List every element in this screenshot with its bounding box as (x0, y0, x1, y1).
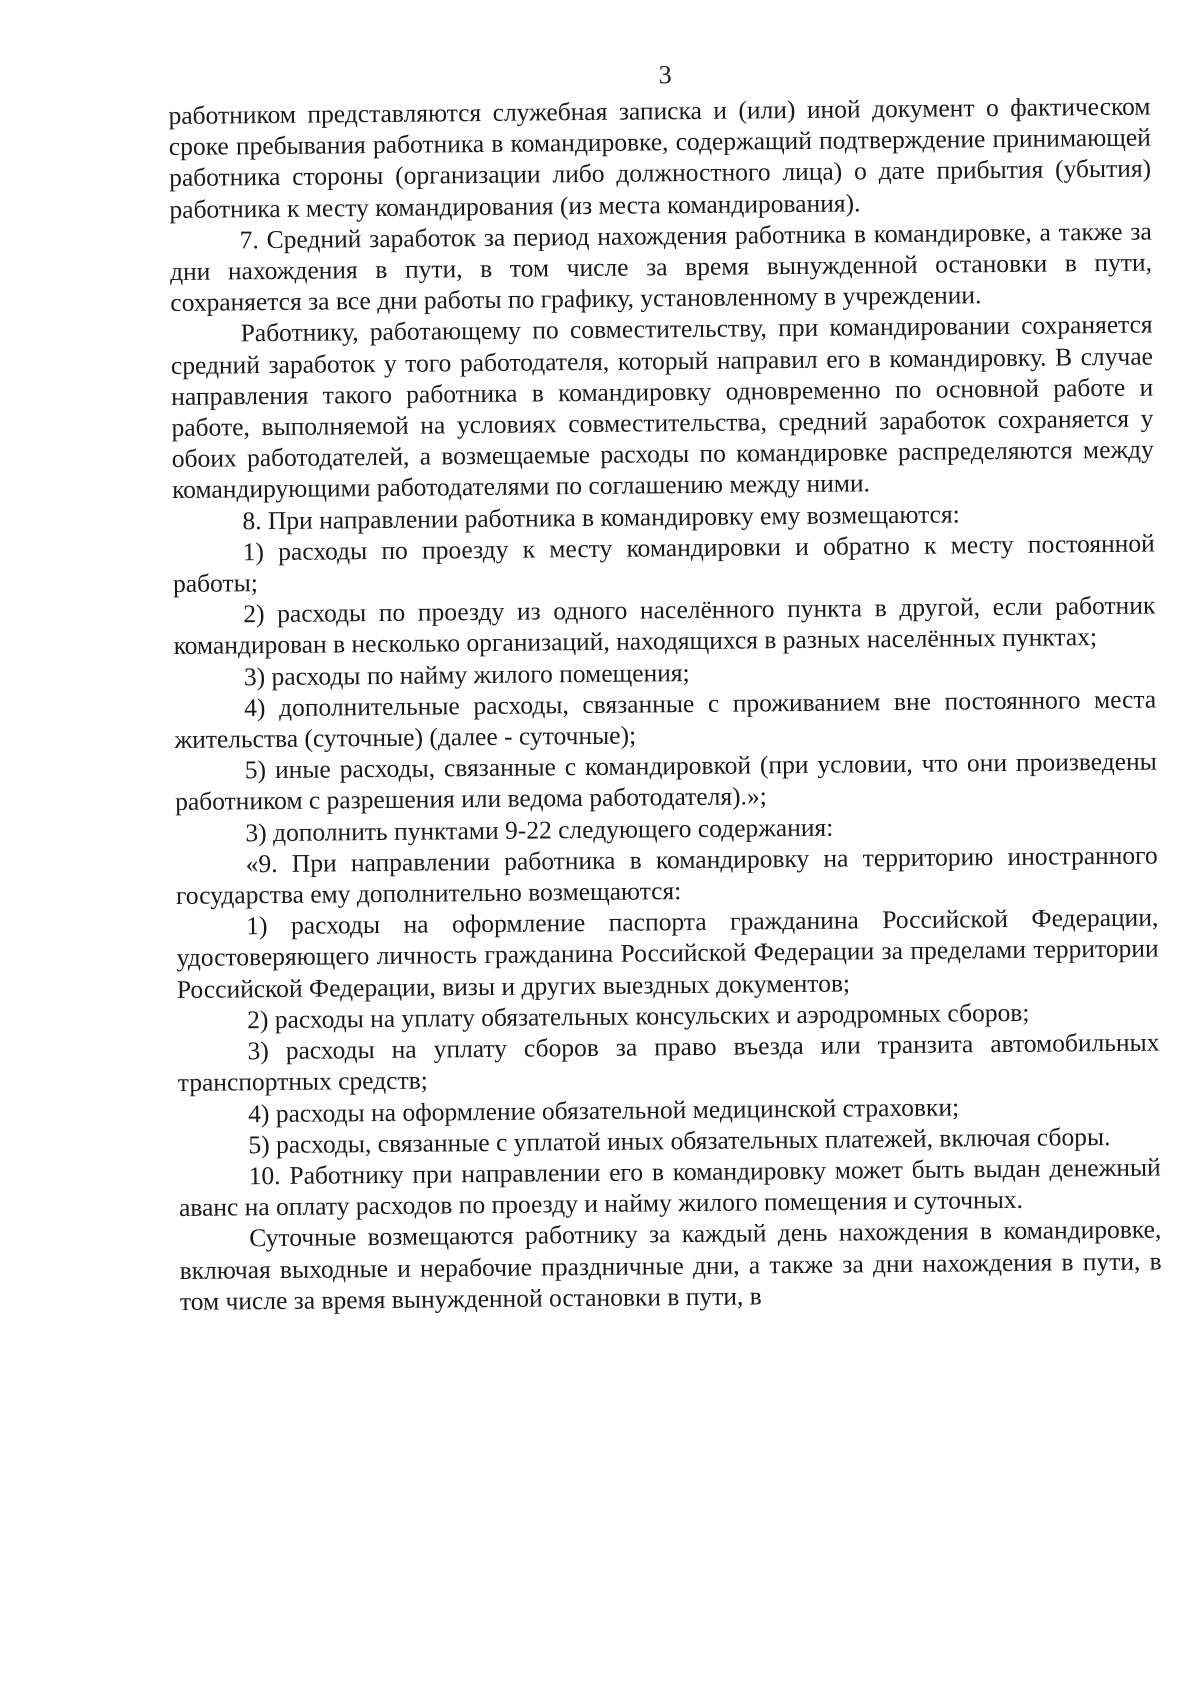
list-item: 1) расходы на оформление паспорта гражданина Российской Федерации, удостоверяющего личность гражданина Российской Федерации за пределами территории Российской Федерации, визы и других выездных документов; (176, 902, 1159, 1004)
list-item: 5) расходы, связанные с уплатой иных обязательных платежей, включая сборы. (248, 1121, 1111, 1159)
list-item: 4) дополнительные расходы, связанные с проживанием вне постоянного места жительства (суточные) (далее - суточные); (174, 684, 1157, 755)
list-item: 4) расходы на оформление обязательной медицинской страховки; (247, 1091, 960, 1128)
document-page (168, 51, 1162, 1317)
list-item: 5) иные расходы, связанные с командировкой (при условии, что они произведены работником с разрешения или ведома работодателя).»; (174, 746, 1157, 817)
paragraph: Суточные возмещаются работнику за каждый день нахождения в командировке, включая выходные и нерабочие праздничные дни, а также за дни нахождения в пути, в том числе за время вынужденной остановки в пути, в (179, 1214, 1162, 1316)
page-number: 3 (658, 60, 672, 90)
list-item: 2) расходы по проезду из одного населённого пункта в другой, если работник командирован в несколько организаций, находящихся в разных населённых пунктах; (173, 590, 1156, 661)
paragraph: 10. Работнику при направлении его в командировку может быть выдан денежный аванс на оплату расходов по проезду и найму жилого помещения и суточных. (178, 1152, 1161, 1223)
document-body (168, 91, 1162, 1317)
paragraph: работником представляются служебная записка и (или) иной документ о фактическом сроке пребывания работника в командировке, содержащий подтверждение принимающей работника стороны (организации либо должностного лица) о дате прибытия (убытия) работника к месту командирования (из места командирования). (168, 91, 1152, 224)
list-item: 3) расходы на уплату сборов за право въезда или транзита автомобильных транспортных средств; (177, 1027, 1160, 1098)
paragraph: 3) дополнить пунктами 9-22 следующего содержания: (245, 812, 834, 847)
list-item: 1) расходы по проезду к месту командировки и обратно к месту постоянной работы; (172, 528, 1155, 599)
paragraph: 7. Средний заработок за период нахождения работника в командировке, а также за дни нахождения в пути, в том числе за время вынужденной остановки в пути, сохраняется за все дни работы по графику, установленному в учреждении. (169, 216, 1153, 318)
paragraph: Работнику, работающему по совместительству, при командировании сохраняется средний заработок у того работодателя, который направил его в командировку. В случае направления такого работника в командировку одновременно по основной работе и работе, выполняемой на условиях совместительства, средний заработок сохраняется у обоих работодателей, а возмещаемые расходы по командировке распределяются между командирующими работодателями по соглашению между ними. (170, 309, 1154, 505)
list-item: 2) расходы на уплату обязательных консульских и аэродромных сборов; (247, 997, 1030, 1035)
paragraph: 8. При направлении работника в командировку ему возмещаются: (242, 499, 960, 535)
list-item: 3) расходы по найму жилого помещения; (243, 657, 690, 691)
paragraph: «9. При направлении работника в командировку на территорию иностранного государства ему дополнительно возмещаются: (175, 840, 1158, 911)
